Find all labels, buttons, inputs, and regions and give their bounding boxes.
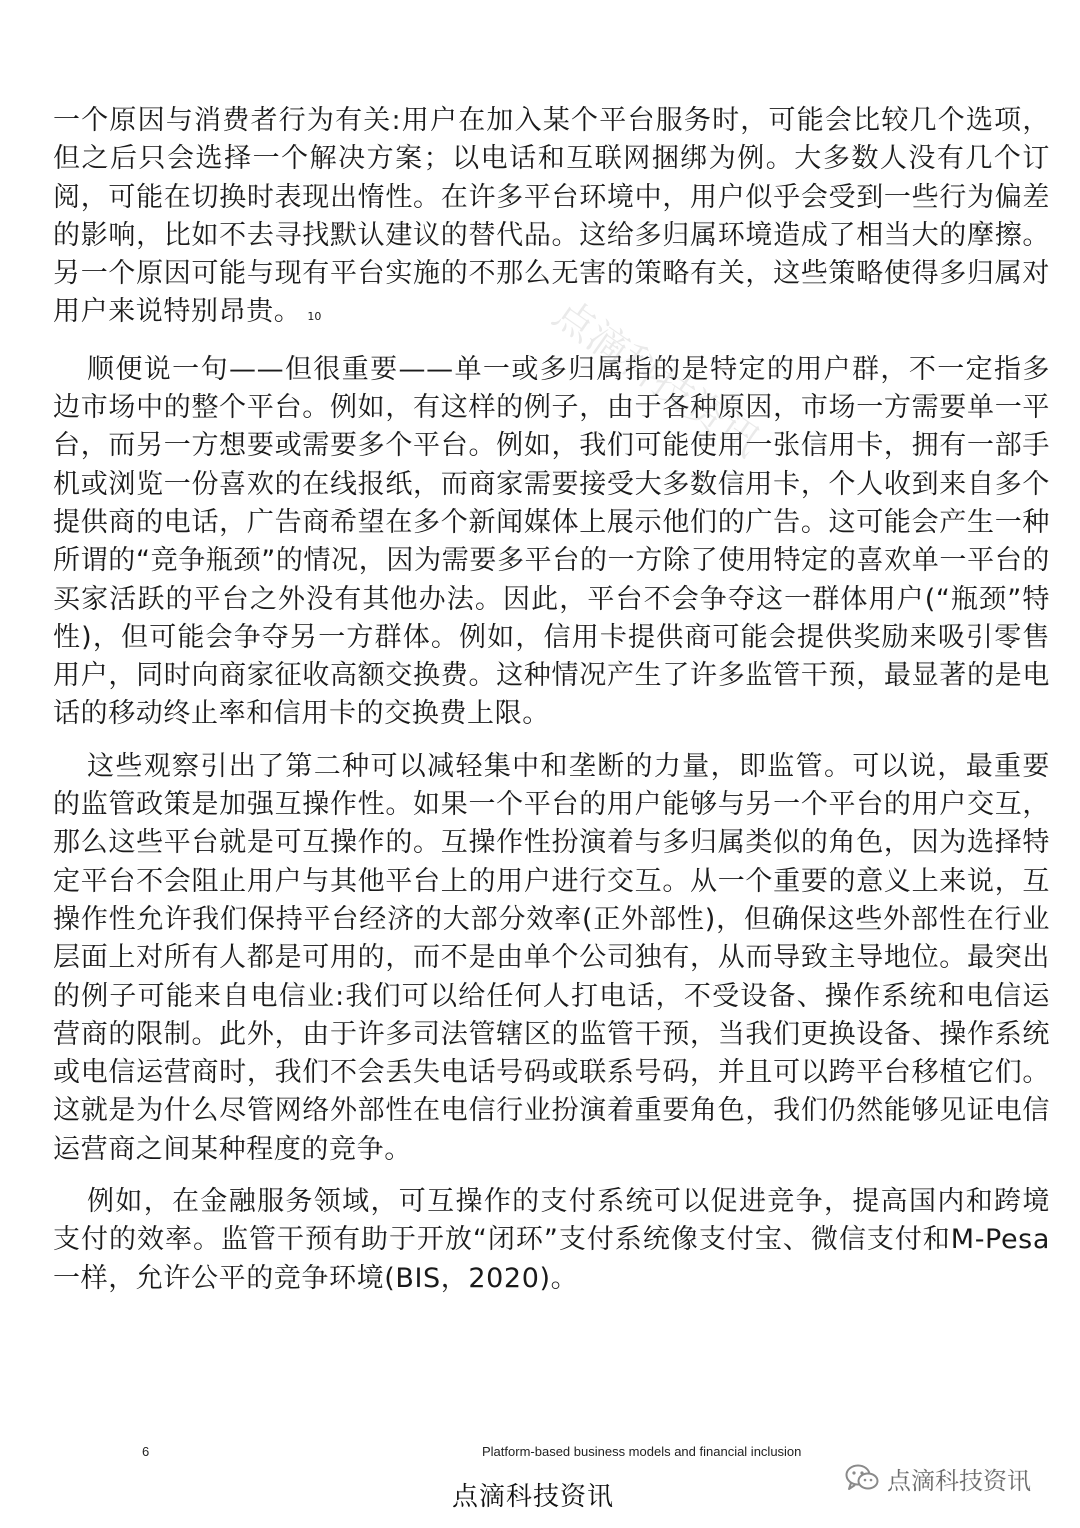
paragraph-1 — [53, 102, 1050, 337]
wechat-icon — [845, 1464, 879, 1492]
body-text — [53, 102, 1050, 1312]
brand-badge[interactable] — [845, 1458, 1031, 1498]
paragraph-4: 例如，在金融服务领域，可互操作的支付系统可以促进竞争，提高国内和跨境支付的效率。监管干预有助于开放“闭环”支付系统像支付宝、微信支付和M-Pesa一样，允许公平的竞争环境(BIS，2020)。 — [53, 1186, 1050, 1294]
footer-running-title: Platform-based business models and financial inclusion — [482, 1444, 802, 1459]
footer-page-number: 6 — [142, 1444, 150, 1459]
footnote-marker[interactable]: 10 — [307, 310, 322, 324]
watermark: 点滴科技资讯 — [544, 290, 768, 466]
paragraph-3: 这些观察引出了第二种可以减轻集中和垄断的力量，即监管。可以说，最重要的监管政策是加强互操作性。如果一个平台的用户能够与另一个平台的用户交互，那么这些平台就是可互操作的。互操作性扮演着与多归属类似的角色，因为选择特定平台不会阻止用户与其他平台上的用户进行交互。从一个重要的意义上来说，互操作性允许我们保持平台经济的大部分效率(正外部性)，但确保这些外部性在行业层面上对所有人都是可用的，而不是由单个公司独有，从而导致主导地位。最突出的例子可能来自电信业:我们可以给任何人打电话，不受设备、操作系统和电信运营商的限制。此外，由于许多司法管辖区的监管干预，当我们更换设备、操作系统或电信运营商时，我们不会丢失电话号码或联系号码，并且可以跨平台移植它们。这就是为什么尽管网络外部性在电信行业扮演着重要角色，我们仍然能够见证电信运营商之间某种程度的竞争。 — [53, 750, 1050, 1165]
paragraph-1-text: 一个原因与消费者行为有关:用户在加入某个平台服务时，可能会比较几个选项，但之后只会选择一个解决方案；以电话和互联网捆绑为例。大多数人没有几个订阅，可能在切换时表现出惰性。在许多平台环境中，用户似乎会受到一些行为偏差的影响，比如不去寻找默认建议的替代品。这给多归属环境造成了相当大的摩擦。另一个原因可能与现有平台实施的不那么无害的策略有关，这些策略使得多归属对用户来说特别昂贵。 — [53, 105, 1050, 328]
brand-label: 点滴科技资讯 — [887, 1466, 1031, 1495]
paragraph-2: 顺便说一句——但很重要——单一或多归属指的是特定的用户群，不一定指多边市场中的整个平台。例如，有这样的例子，由于各种原因，市场一方需要单一平台，而另一方想要或需要多个平台。例如，我们可能使用一张信用卡，拥有一部手机或浏览一份喜欢的在线报纸，而商家需要接受大多数信用卡，个人收到来自多个提供商的电话，广告商希望在多个新闻媒体上展示他们的广告。这可能会产生一种所谓的“竞争瓶颈”的情况，因为需要多平台的一方除了使用特定的喜欢单一平台的买家活跃的平台之外没有其他办法。因此，平台不会争夺这一群体用户(“瓶颈”特性)，但可能会争夺另一方群体。例如，信用卡提供商可能会提供奖励来吸引零售用户，同时向商家征收高额交换费。这种情况产生了许多监管干预，最显著的是电话的移动终止率和信用卡的交换费上限。 — [53, 353, 1050, 730]
bottom-caption: 点滴科技资讯 — [452, 1482, 615, 1512]
